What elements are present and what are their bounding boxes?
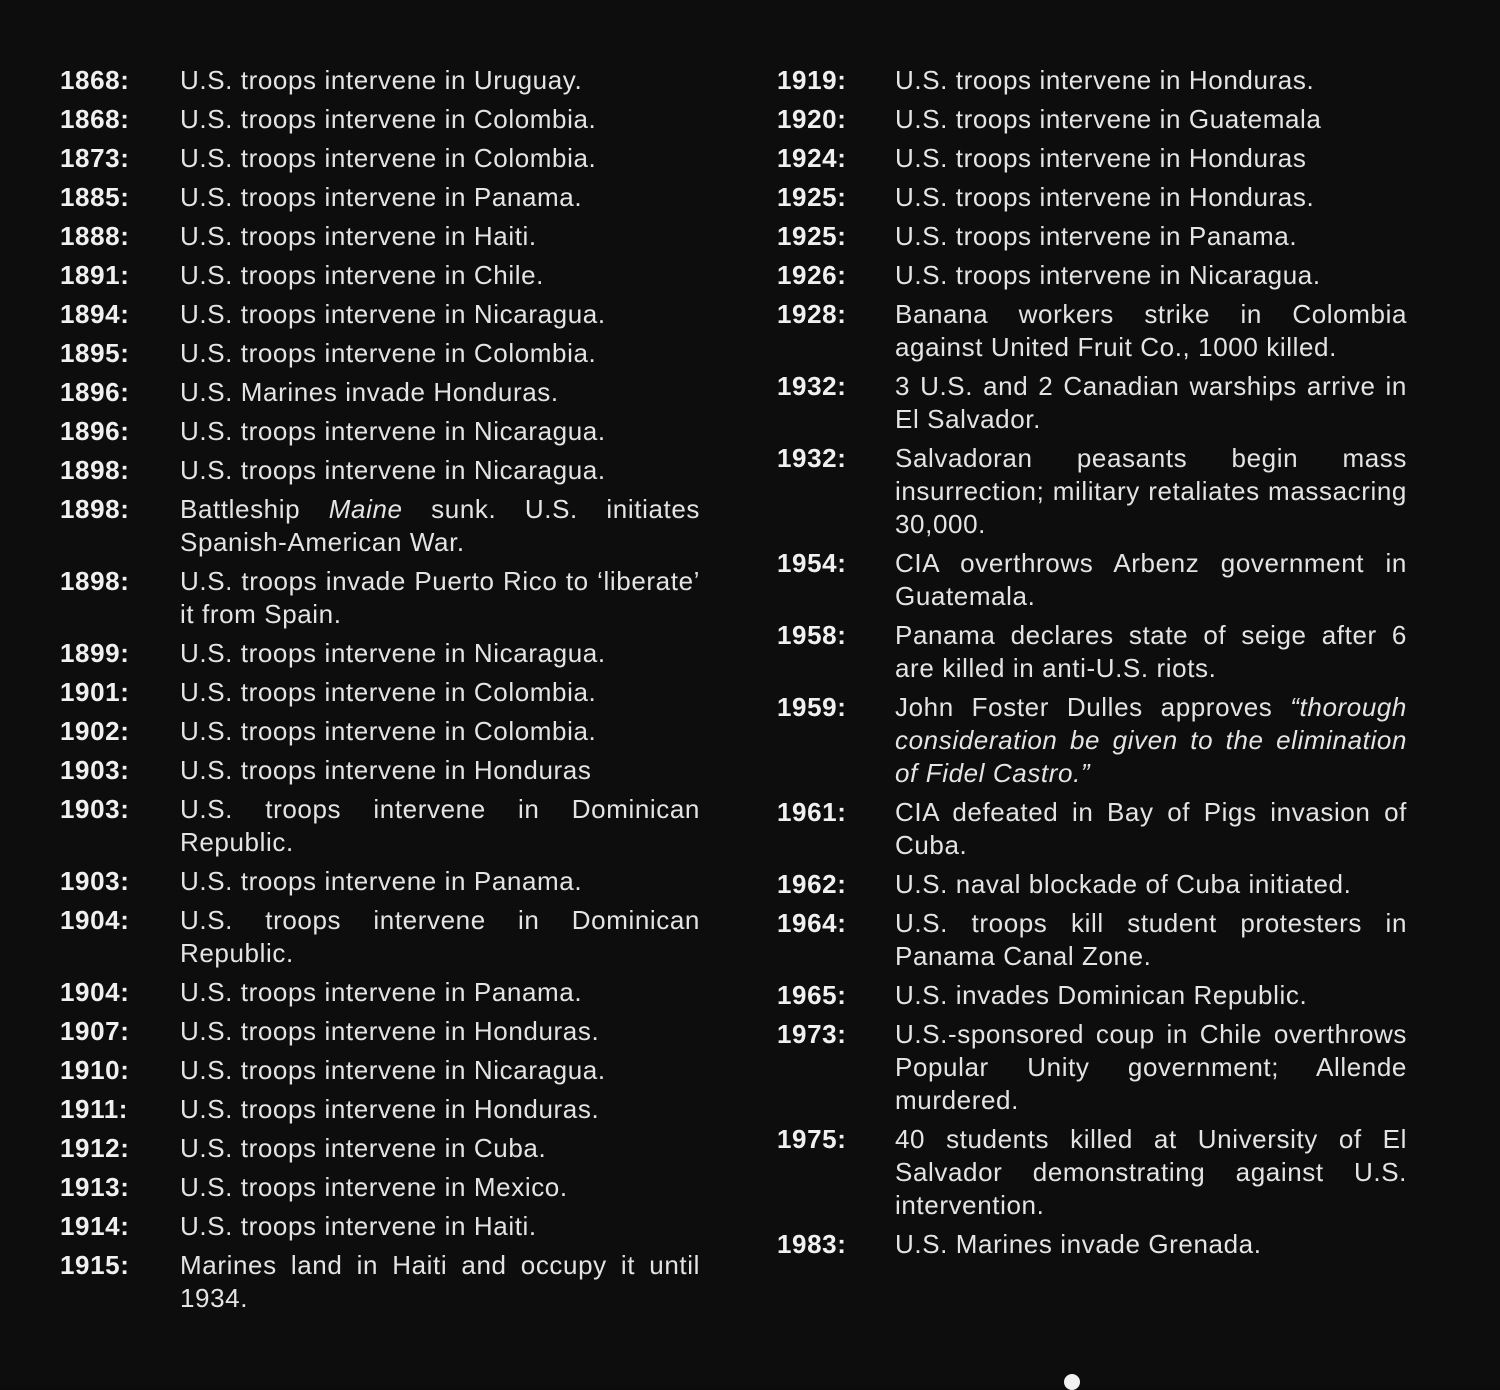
entry-text: U.S. troops intervene in Colombia. (180, 143, 597, 173)
entry-text: CIA defeated in Bay of Pigs invasion of Cuba. (895, 797, 1407, 860)
entry-year: 1895: (60, 338, 130, 368)
timeline-entry (60, 181, 700, 214)
entry-text: U.S. troops intervene in Cuba. (180, 1133, 547, 1163)
entry-text: U.S. troops intervene in Nicaragua. (180, 455, 606, 485)
entry-text: U.S. troops intervene in Colombia. (180, 104, 597, 134)
entry-year: 1919: (777, 65, 847, 95)
timeline-entry (60, 298, 700, 331)
entry-year: 1888: (60, 221, 130, 251)
entry-year: 1958: (777, 620, 847, 650)
entry-year: 1899: (60, 638, 130, 668)
entry-year: 1932: (777, 443, 847, 473)
timeline-entry (60, 1054, 700, 1087)
timeline-entry (777, 298, 1407, 364)
entry-text: U.S. troops intervene in Colombia. (180, 716, 597, 746)
timeline-entry (777, 442, 1407, 541)
timeline-entry (777, 103, 1407, 136)
timeline-entry (60, 904, 700, 970)
timeline-entry (60, 865, 700, 898)
ship-name: Maine (328, 494, 403, 524)
entry-text: 40 students killed at University of El Salvador demonstrating against U.S. intervention. (895, 1124, 1407, 1220)
timeline-entry (60, 793, 700, 859)
timeline-entry (60, 376, 700, 409)
entry-text: U.S. troops intervene in Dominican Republic. (180, 905, 700, 968)
timeline-entry (777, 142, 1407, 175)
timeline-entry (777, 181, 1407, 214)
entry-year: 1891: (60, 260, 130, 290)
entry-text: U.S. troops intervene in Nicaragua. (180, 299, 606, 329)
entry-text: U.S. Marines invade Honduras. (180, 377, 559, 407)
entry-text: U.S. troops intervene in Honduras. (180, 1016, 600, 1046)
timeline-entry (60, 415, 700, 448)
timeline-entry (60, 1171, 700, 1204)
timeline-entry (60, 565, 700, 631)
timeline-entry (777, 796, 1407, 862)
timeline-entry (60, 220, 700, 253)
timeline-entry (60, 1132, 700, 1165)
entry-year: 1954: (777, 548, 847, 578)
entry-text: U.S. troops intervene in Panama. (180, 182, 583, 212)
entry-text: U.S. troops intervene in Nicaragua. (180, 638, 606, 668)
timeline-entry (60, 142, 700, 175)
timeline-entry (777, 64, 1407, 97)
timeline-entry (60, 259, 700, 292)
entry-text: U.S. troops intervene in Nicaragua. (180, 416, 606, 446)
timeline-entry (777, 259, 1407, 292)
entry-text (895, 691, 1407, 790)
entry-year: 1961: (777, 797, 847, 827)
entry-year: 1924: (777, 143, 847, 173)
entry-year: 1904: (60, 905, 130, 935)
entry-year: 1903: (60, 794, 130, 824)
entry-year: 1907: (60, 1016, 130, 1046)
entry-year: 1898: (60, 566, 130, 596)
timeline-entry (60, 64, 700, 97)
timeline-entry (60, 454, 700, 487)
entry-year: 1915: (60, 1250, 130, 1280)
entry-text: U.S. naval blockade of Cuba initiated. (895, 869, 1352, 899)
entry-year: 1925: (777, 221, 847, 251)
entry-text: U.S. troops intervene in Nicaragua. (180, 1055, 606, 1085)
timeline-entry (60, 715, 700, 748)
entry-text: U.S. troops intervene in Dominican Republic. (180, 794, 700, 857)
entry-text: U.S. troops intervene in Mexico. (180, 1172, 568, 1202)
timeline-entry (777, 979, 1407, 1012)
timeline-entry (777, 1018, 1407, 1117)
entry-text: 3 U.S. and 2 Canadian warships arrive in El Salvador. (895, 371, 1407, 434)
entry-text: U.S. troops intervene in Haiti. (180, 221, 537, 251)
entry-year: 1873: (60, 143, 130, 173)
timeline-entry (777, 370, 1407, 436)
entry-year: 1868: (60, 104, 130, 134)
entry-text: U.S. troops intervene in Honduras. (895, 65, 1315, 95)
entry-text: U.S. troops kill student protesters in Panama Canal Zone. (895, 908, 1407, 971)
entry-text-start: Battleship (180, 494, 329, 524)
timeline-entry (60, 754, 700, 787)
entry-year: 1983: (777, 1229, 847, 1259)
entry-text: U.S. troops intervene in Guatemala (895, 104, 1322, 134)
entry-year: 1962: (777, 869, 847, 899)
entry-year: 1904: (60, 977, 130, 1007)
entry-text-start: John Foster Dulles approves (895, 692, 1291, 722)
entry-year: 1925: (777, 182, 847, 212)
entry-year: 1896: (60, 377, 130, 407)
timeline-entry (777, 868, 1407, 901)
entry-year: 1926: (777, 260, 847, 290)
timeline-entry (777, 1123, 1407, 1222)
entry-text: U.S. troops intervene in Honduras (180, 755, 592, 785)
entry-year: 1959: (777, 692, 847, 722)
timeline-entry (777, 907, 1407, 973)
entry-text: U.S.-sponsored coup in Chile overthrows Popular Unity government; Allende murdered. (895, 1019, 1407, 1115)
entry-text: U.S. troops intervene in Haiti. (180, 1211, 537, 1241)
timeline-entry (777, 691, 1407, 790)
entry-text: U.S. troops invade Puerto Rico to ‘liberate’ it from Spain. (180, 566, 700, 629)
timeline-entry (60, 637, 700, 670)
timeline-entry (60, 1093, 700, 1126)
entry-text-end: sunk. U.S. initiates Spanish-American War. (180, 494, 700, 557)
entry-text: Banana workers strike in Colombia against United Fruit Co., 1000 killed. (895, 299, 1407, 362)
entry-text: U.S. troops intervene in Honduras. (180, 1094, 600, 1124)
entry-year: 1911: (60, 1094, 129, 1124)
entry-year: 1920: (777, 104, 847, 134)
entry-text: U.S. troops intervene in Panama. (180, 977, 583, 1007)
entry-text: U.S. troops intervene in Colombia. (180, 338, 597, 368)
entry-text: Salvadoran peasants begin mass insurrection; military retaliates massacring 30,000. (895, 443, 1407, 539)
entry-text: U.S. troops intervene in Nicaragua. (895, 260, 1321, 290)
entry-year: 1912: (60, 1133, 130, 1163)
entry-text: U.S. troops intervene in Colombia. (180, 677, 597, 707)
entry-text: CIA overthrows Arbenz government in Guatemala. (895, 548, 1407, 611)
timeline-entry (60, 493, 700, 559)
entry-year: 1973: (777, 1019, 847, 1049)
entry-year: 1868: (60, 65, 130, 95)
entry-year: 1964: (777, 908, 847, 938)
timeline-entry (60, 1210, 700, 1243)
entry-year: 1896: (60, 416, 130, 446)
entry-year: 1903: (60, 755, 130, 785)
entry-text: U.S. troops intervene in Chile. (180, 260, 544, 290)
entry-year: 1894: (60, 299, 130, 329)
page-dot-mark (1064, 1374, 1080, 1390)
entry-text: U.S. Marines invade Grenada. (895, 1229, 1262, 1259)
entry-year: 1928: (777, 299, 847, 329)
entry-year: 1975: (777, 1124, 847, 1154)
entry-text: U.S. troops intervene in Honduras. (895, 182, 1315, 212)
entry-year: 1885: (60, 182, 130, 212)
timeline-entry (60, 976, 700, 1009)
entry-text: Panama declares state of seige after 6 are killed in anti-U.S. riots. (895, 620, 1407, 683)
left-column (60, 64, 700, 1321)
entry-text: Marines land in Haiti and occupy it until 1934. (180, 1250, 700, 1313)
timeline-entry (777, 1228, 1407, 1261)
entry-year: 1965: (777, 980, 847, 1010)
entry-year: 1913: (60, 1172, 130, 1202)
dulles-quote: “thorough consideration be given to the elimination of Fidel Castro.” (895, 692, 1407, 788)
timeline-entry (777, 220, 1407, 253)
timeline-entry (777, 619, 1407, 685)
entry-text: U.S. troops intervene in Panama. (895, 221, 1298, 251)
timeline-entry (60, 337, 700, 370)
entry-year: 1910: (60, 1055, 130, 1085)
timeline-entry (777, 547, 1407, 613)
right-column (777, 64, 1407, 1267)
timeline-entry (60, 103, 700, 136)
entry-year: 1898: (60, 494, 130, 524)
timeline-entry (60, 1015, 700, 1048)
entry-text: U.S. troops intervene in Honduras (895, 143, 1307, 173)
entry-year: 1898: (60, 455, 130, 485)
timeline-entry (60, 1249, 700, 1315)
timeline-entry (60, 676, 700, 709)
entry-year: 1901: (60, 677, 130, 707)
entry-year: 1903: (60, 866, 130, 896)
entry-text (180, 493, 700, 559)
entry-text: U.S. invades Dominican Republic. (895, 980, 1308, 1010)
entry-year: 1932: (777, 371, 847, 401)
entry-text: U.S. troops intervene in Uruguay. (180, 65, 583, 95)
entry-year: 1902: (60, 716, 130, 746)
entry-year: 1914: (60, 1211, 130, 1241)
entry-text: U.S. troops intervene in Panama. (180, 866, 583, 896)
